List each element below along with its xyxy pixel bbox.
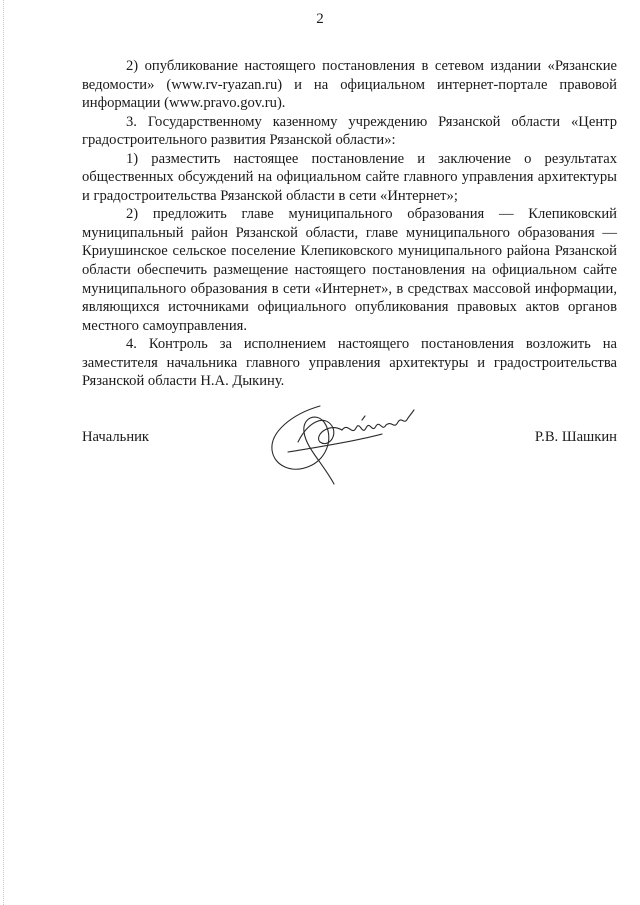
page-number: 2 <box>316 11 324 27</box>
document-body <box>82 57 617 391</box>
paragraph-item-3-2: 2) предложить главе муниципального образования — Клепиковский муниципальный район Рязанской области, главе муниципального образования — Криушинское сельское поселение Клепиковского муниципального района Рязанской области обеспечить размещение настоящего постановления на официальном сайте муниципального образования в сети «Интернет», в средствах массовой информации, являющихся источниками официального опубликования правовых актов органов местного самоуправления. <box>82 206 617 334</box>
binding-edge-line <box>3 0 4 905</box>
signatory-name: Р.В. Шашкин <box>534 429 617 445</box>
signatory-title: Начальник <box>82 429 150 445</box>
paragraph-publication: 2) опубликование настоящего постановления в сетевом издании «Рязанские ведомости» (www.rv-ryazan.ru) и на официальном интернет-портале правовой информации (www.pravo.gov.ru). <box>82 58 617 112</box>
paragraph-item-3: 3. Государственному казенному учреждению Рязанской области «Центр градостроительного развития Рязанской области»: <box>82 113 617 149</box>
paragraph-item-4: 4. Контроль за исполнением настоящего постановления возложить на заместителя начальника главного управления архитектуры и градостроительства Рязанской области Н.А. Дыкину. <box>82 336 617 390</box>
handwritten-signature-icon <box>262 392 422 492</box>
paragraph-item-3-1: 1) разместить настоящее постановление и заключение о результатах общественных обсуждений на официальном сайте главного управления архитектуры и градостроительства Рязанской области в сети «Интернет»; <box>82 150 617 204</box>
